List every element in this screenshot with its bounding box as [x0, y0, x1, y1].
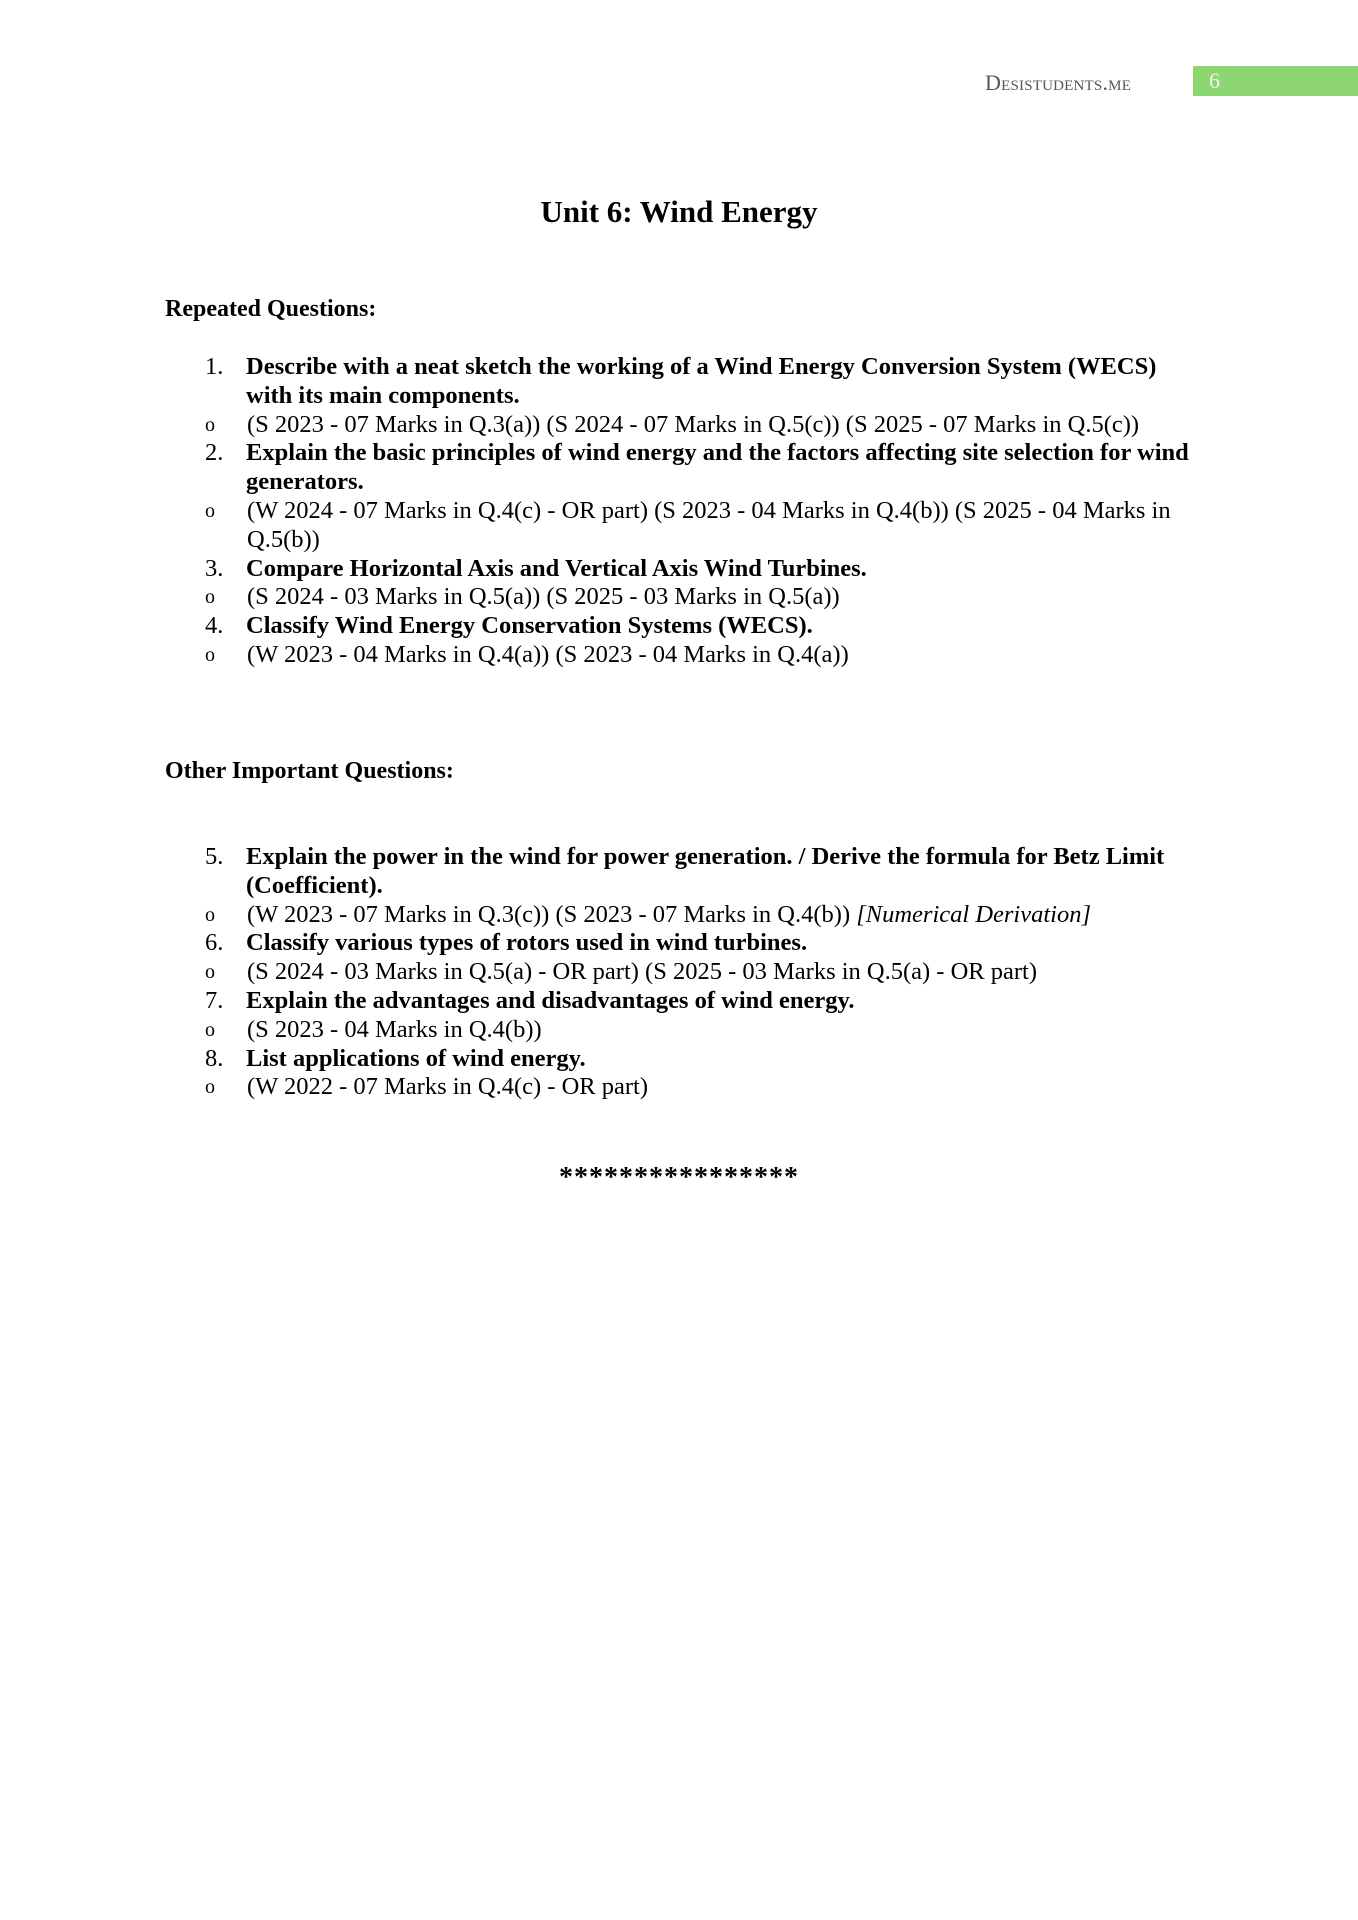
question-item [165, 612, 1200, 641]
question-text: Compare Horizontal Axis and Vertical Axis Wind Turbines. [246, 554, 867, 582]
site-name: Desistudents.me [985, 70, 1132, 95]
refs-text: (S 2024 - 03 Marks in Q.5(a)) (S 2025 - 03 Marks in Q.5(a)) [247, 583, 840, 611]
page-title: Unit 6: Wind Energy [540, 194, 818, 229]
question-refs [165, 641, 1200, 670]
refs-text: (W 2023 - 04 Marks in Q.4(a)) (S 2023 - 04 Marks in Q.4(a)) [247, 640, 849, 668]
question-number: 4. [205, 612, 224, 640]
end-marker: **************** [559, 1162, 799, 1193]
refs-text: (S 2023 - 04 Marks in Q.4(b)) [247, 1015, 542, 1043]
question-refs [165, 901, 1200, 930]
question-item [165, 1045, 1200, 1074]
bullet-icon: o [205, 903, 215, 926]
question-text: Explain the power in the wind for power generation. / Derive the formula for Betz Limit (Coefficient). [246, 843, 1165, 899]
question-text: Explain the basic principles of wind energy and the factors affecting site selection for wind generators. [246, 439, 1189, 496]
repeated-list [165, 353, 1200, 670]
question-refs [165, 1016, 1200, 1045]
repeated-heading: Repeated Questions: [165, 296, 377, 322]
question-text: Classify various types of rotors used in wind turbines. [246, 929, 808, 957]
refs-text: (S 2024 - 03 Marks in Q.5(a) - OR part) (S 2025 - 03 Marks in Q.5(a) - OR part) [247, 958, 1037, 986]
other-list [165, 843, 1200, 1102]
bullet-icon: o [205, 413, 215, 436]
refs-note: [Numerical Derivation] [856, 900, 1092, 928]
question-item [165, 439, 1200, 497]
refs-text: (S 2023 - 07 Marks in Q.3(a)) (S 2024 - 07 Marks in Q.5(c)) (S 2025 - 07 Marks in Q.5(c)) [247, 410, 1140, 438]
question-refs [165, 1073, 1200, 1102]
question-number: 1. [205, 353, 224, 380]
question-text: Explain the advantages and disadvantages of wind energy. [246, 986, 855, 1014]
question-item [165, 929, 1200, 958]
question-text: Describe with a neat sketch the working of a Wind Energy Conversion System (WECS) with its main components. [246, 353, 1157, 409]
question-item [165, 987, 1200, 1016]
page-number-box [1193, 66, 1358, 96]
question-number: 6. [205, 929, 224, 957]
bullet-icon: o [205, 499, 215, 522]
refs-text: (W 2024 - 07 Marks in Q.4(c) - OR part) (S 2023 - 04 Marks in Q.4(b)) (S 2025 - 04 Marks in Q.5(b)) [247, 496, 1171, 553]
bullet-icon: o [205, 961, 215, 984]
refs-text: (W 2023 - 07 Marks in Q.3(c)) (S 2023 - 07 Marks in Q.4(b)) [247, 900, 857, 928]
question-number: 3. [205, 554, 224, 582]
refs-text: (W 2022 - 07 Marks in Q.4(c) - OR part) [247, 1073, 648, 1101]
question-number: 2. [205, 439, 224, 467]
page-number: 6 [1209, 68, 1220, 93]
question-item [165, 353, 1200, 411]
other-heading: Other Important Questions: [165, 758, 454, 784]
question-refs [165, 411, 1200, 440]
question-number: 5. [205, 843, 224, 870]
question-text: List applications of wind energy. [246, 1044, 586, 1072]
question-item [165, 555, 1200, 584]
question-refs [165, 958, 1200, 987]
bullet-icon: o [205, 586, 215, 609]
bullet-icon: o [205, 1018, 215, 1041]
bullet-icon: o [205, 1076, 215, 1099]
bullet-icon: o [205, 643, 215, 666]
question-refs [165, 583, 1200, 612]
question-refs [165, 497, 1200, 555]
question-number: 8. [205, 1044, 224, 1072]
question-text: Classify Wind Energy Conservation Systems (WECS). [246, 612, 813, 640]
question-item [165, 843, 1200, 901]
question-number: 7. [205, 986, 224, 1014]
